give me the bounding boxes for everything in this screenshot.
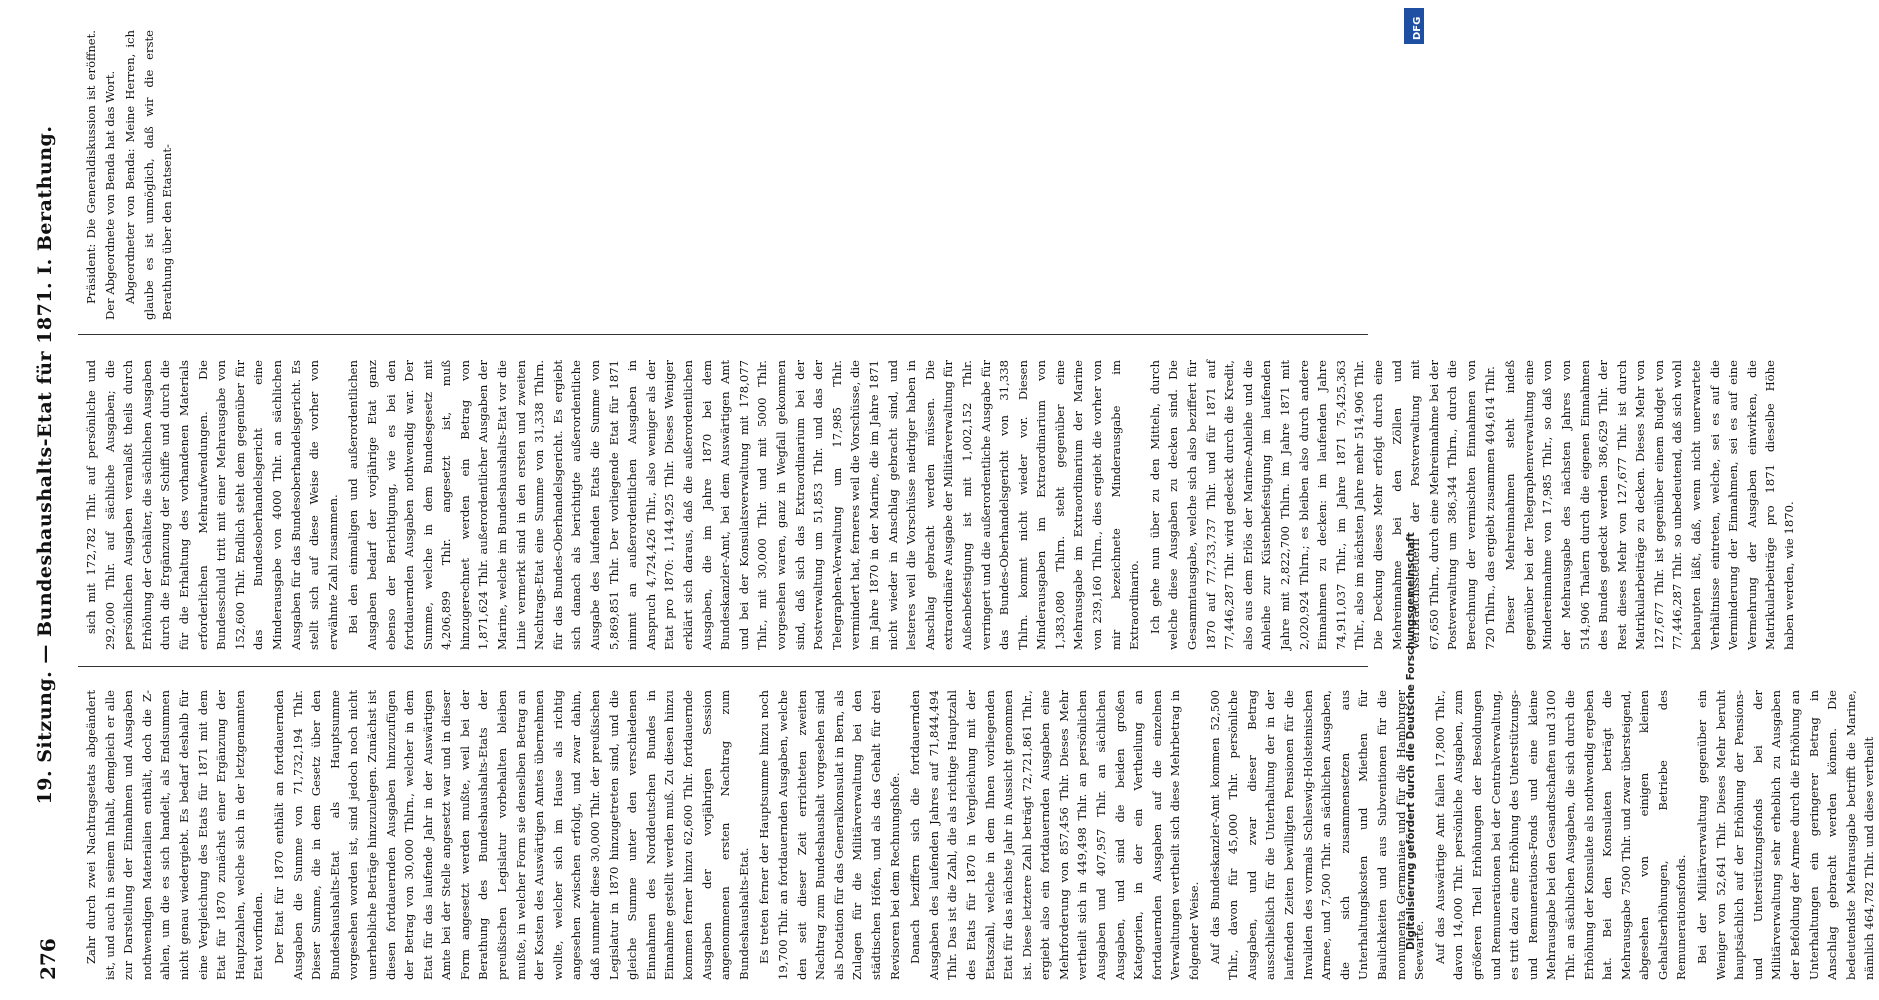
column-divider	[78, 666, 1368, 667]
paragraph: Der Etat für 1870 enthält an fortdauernden Ausgaben die Summe von 71,732,194 Thlr. Dieser Summe, die in dem Gesetz über den Bundeshaushalts-Etat als Hauptsumme vorgesehen worden ist, sind jedoch noch nicht unerhebliche Beträge hinzuzulegen. Zunächst ist diesen fortdauernden Ausgaben hinzuzufügen der Betrag von 30,000 Thlrn., welcher in dem Etat für das laufende Jahr in der Auswärtigen Amte bei der Stelle angesetzt war und in dieser Form angesetzt werden mußte, weil bei der Berathung des Bundeshaushalts-Etats der preußischen Legislatur vorbehalten bleiben mußte, in welcher Form sie denselben Betrag an der Kosten des Auswärtigen Amtes übernehmen wollte, welcher sich im Hause als richtig angesehen zwischen erfolgt, und zwar dahin, daß nunmehr diese 30,000 Thlr. der preußischen Legislatur in 1870 hinzugetreten sind, und die gleiche Summe unter den verschiedenen Einnahmen des Norddeutschen Bundes in Einnahme gestellt werden muß. Zu diesen hinzu kommen ferner hinzu 62,600 Thlr. fortdauernde Ausgaben der vorjährigen Session angenommenen ersten Nachtrag zum Bundeshaushalts-Etat.	[271, 690, 751, 980]
paragraph: sich mit 172,782 Thlr. auf persönliche und 292,000 Thlr. auf sächliche Ausgaben; die persönlichen Ausgaben veranlaßt theils durch Erhöhung der Gehälter, die sächlichen Ausgaben durch die Ergänzung der Schiffe und durch die für die Erhaltung des vorhandenen Materials erforderlichen Mehraufwendungen. Die Bundesschuld tritt mit einer Mehrausgabe von 152,600 Thlr. Endlich steht dem gegenüber für das Bundesoberhandelsgericht eine Minderausgabe von 4000 Thlr. an sächlichen Ausgaben für das Bundesoberhandelsgericht. Es stellt sich auf diese Weise die vorher von erwähnte Zahl zusammen.	[84, 360, 340, 650]
paragraph: Bei der Militärverwaltung gegenüber ein Weniger von 52,641 Thlr. Dieses Mehr beruht hauptsächlich auf der Erhöhung der Pensions- und Unterstützungsfonds bei der Militärverwaltung sehr erheblich zu Ausgaben der Befoldung der Armee durch die Erhöhung an Unterhaltungen ein geringerer Betrag in Anschlag gebracht werden können. Die bedeutendste Mehrausgabe betrifft die Marine, nämlich 464,782 Thlr. und diese vertheilt	[1695, 690, 1877, 980]
paragraph: Ich gehe nun über zu den Mitteln, durch welche diese Ausgaben zu decken sind. Die Gesammtausgabe, welche sich also beziffert für 1870 auf 77,733,737 Thlr. und für 1871 auf 77,446,287 Thlr. wird gedeckt durch die Kredit, also aus dem Erlös der Marine-Anleihe und die Anleihe zur Küstenbefestigung im laufenden Jahre mit 2,822,700 Thlrn. im Jahre 1871 mit 2,020,924 Thlrn.; es bleiben also durch andere Einnahmen zu decken: im laufenden Jahre 74,911,037 Thlr., im Jahre 1871 75,425,363 Thlr., also im nächsten Jahre mehr 514,906 Thlr. Die Deckung dieses Mehr erfolgt durch eine Mehreinnahme bei den Zöllen und Verbrauchssteuern der Postverwaltung mit 67,650 Thlrn., durch eine Mehreinnahme bei der Postverwaltung um 386,344 Thlrn., durch die Berechnung der vermischten Einnahmen von 720 Thlrn., das ergiebt zusammen 404,614 Thlr.	[1147, 360, 1497, 650]
text-column-3	[82, 30, 1372, 320]
paragraph: Es treten ferner der Hauptsumme hinzu noch 19,700 Thlr. an fortdauernden Ausgaben, welche den seit dieser Zeit errichteten zweiten Nachtrag zum Bundeshaushalt vorgesehen sind als Dotation für das Generalkonsulat in Bern, als Zulagen für die Militärverwaltung bei den städtischen Höfen, und als das Gehalt für drei Revisoren bei dem Rechnungshofe.	[757, 690, 902, 980]
page-title: 19. Sitzung. — Bundeshaushalts-Etat für 1871. I. Berathung.	[34, 125, 56, 805]
page-header	[30, 20, 70, 980]
digitization-credit: Digitalisierung gefördert durch die Deutsche Forschungsgemeinschaft	[1405, 532, 1417, 950]
dfg-logo-text: DFG	[1412, 16, 1423, 40]
column-divider	[78, 334, 1368, 335]
paragraph: Bei den einmaligen und außerordentlichen Ausgaben bedarf der vorjährige Etat ganz ebenso der Berichtigung, wie es bei den fortdauernden Ausgaben nothwendig war. Der Summe, welche in dem Bundesgesetz mit 4,206,899 Thlr. angesetzt ist, muß hinzugerechnet werden ein Betrag von 1,871,624 Thlr. außerordentlicher Ausgaben der Marine, welche im Bundeshaushalts-Etat vor die Linie vermerkt sind in den ersten und zweiten Nachtrags-Etat eine Summe von 31,338 Thlrn. für das Bundes-Oberhandelsgericht. Es ergiebt sich danach als berichtigte außerordentliche Ausgabe des laufenden Etats die Summe von 5,869,851 Thlr. Der vorliegende Etat für 1871 nimmt an außerordentlichen Ausgaben in Anspruch 4,724,426 Thlr., also weniger als der Etat pro 1870: 1,144,925 Thlr. Dieses Weniger erklärt sich daraus, daß die außerordentlichen Ausgaben, die im Jahre 1870 bei dem Bundeskanzler-Amt, bei dem Auswärtigen Amt und bei der Konsulatsverwaltung mit 178,077 Thlr., mit 30,000 Thlr. und mit 5000 Thlr. vorgesehen waren, ganz in Wegfall gekommen sind, daß sich das Extraordinarium bei der Postverwaltung um 51,853 Thlr. und das der Telegraphen-Verwaltung um 17,985 Thlr. vermindert hat, ferneres weil die Vorschüsse, die im Jahre 1870 in der Marine, die im Jahre 1871 nicht wieder in Anschlag gebracht sind, und lesteres weil die Vorschüsse niedriger haben in Anschlag gebracht werden müssen. Die extraordinäre Ausgabe der Militärverwaltung für Außenbefestigung ist mit 1,002,152 Thlr. verringert und die außerordentliche Ausgabe für das Bundes-Oberhandelsgericht von 31,338 Thlrn. kommt nicht wieder vor. Diesen Minderausgaben im Extraordinarium von 1,383,080 Thlrn. steht gegenüber eine Mehrausgabe im Extraordinarium der Marine von 239,160 Thlrn., dies ergiebt die vorher von mir bezeichnete Minderausgabe im Extraordinario.	[346, 360, 1142, 650]
text-column-2	[82, 360, 1797, 650]
paragraph: Dieser Mehreinnahmen steht indeß gegenüber bei der Telegraphenverwaltung eine Mindereinnahme von 17,985 Thlr., so daß von der Mehrausgabe des nächsten Jahres von 514,906 Thalern durch die eigenen Einnahmen des Bundes gedeckt werden 386,629 Thlr. der Rest dieses Mehr von 127,677 Thlr. ist durch Matrikularbeiträge zu decken. Dieses Mehr von 127,677 Thlr. ist gegenüber einem Budget von 77,446,287 Thlr. so unbedeutend, daß sich wohl behaupten läßt, daß, wenn nicht unerwartete Verhältnisse eintreten, welche, sei es auf die Verminderung der Einnahmen, sei es auf eine Vermehrung der Ausgaben einwirken, die Matrikularbeiträge pro 1871 dieselbe Höhe haben werden, wie 1870.	[1503, 360, 1797, 650]
page-number: 276	[36, 938, 60, 980]
paragraph-president: Präsident: Die Generaldiskussion ist eröffnet. Der Abgeordnete von Benda hat das Wort.	[84, 30, 117, 320]
paragraph: Auf das Auswärtige Amt fallen 17,800 Thlr., davon 14,000 Thlr. persönliche Ausgaben, zum größeren Theil Erhöhungen der Besoldungen und Remunerationen bei der Centralverwaltung, es tritt dazu eine Erhöhung des Unterstützungs- und Remunerations-Fonds und eine kleine Mehrausgabe bei den Gesandtschaften und 3100 Thlr. an sächlichen Ausgaben, die sich durch die Erhöhung der Konsulate als nothwendig ergeben hat. Bei den Konsulaten beträgt die Mehrausgabe 7500 Thlr. und zwar übersteigend, abgesehen von einigen kleinen Gehaltserhöhungen, Betriebe des Remunerationsfonds.	[1432, 690, 1689, 980]
paragraph-speaker: Abgeordneter von Benda: Meine Herren, ich glaube es ist unmöglich, daß wir die erste Berathung über den Etatsent-	[123, 30, 175, 320]
paragraph: Zahr durch zwei Nachtragsetats abgeändert ist, und auch in seinem Inhalt, demgleich er alle zur Darstellung der Einnahmen und Ausgaben nothwendigen Materialien enthält, doch die Z-ahlen, um die es sich handelt, als Endsummen nicht genau wiedergiebt. Es bedarf deshalb für eine Vergleichung des Etats für 1871 mit dem Etat für 1870 zunächst einer Ergänzung der Hauptzahlen, welche sich in der letztgenannten Etat vorfinden.	[84, 690, 266, 980]
paragraph: Auf das Bundeskanzler-Amt kommen 52,500 Thlr., davon für 45,000 Thlr. persönliche Ausgaben, und zwar dieser Betrag ausschließlich für die Unterhaltung der in der laufenden Zeiten bewilligten Pensionen für die Invaliden des vormals Schleswig-Holsteinischen Armee, und 7,500 Thlr. an sächlichen Ausgaben, die sich zusammensetzen aus Unterhaltungskosten und Miethen für Baulichkeiten und aus Subventionen für die monumenta Germaniae und für die Hamburger Seewarte.	[1207, 690, 1427, 980]
paragraph: Danach beziffern sich die fortdauernden Ausgaben des laufenden Jahres auf 71,844,494 Thlr. Das ist die Zahl, die als richtige Hauptzahl des Etats für 1870 in Vergleichung mit der Etatszahl, welche in dem Ihnen vorliegenden Etat für das nächste Jahr in Aussicht genommen ist. Diese letztere Zahl beträgt 72,721,861 Thlr., ergiebt also ein fortdauernden Ausgaben eine Mehrforderung von 857,456 Thlr. Dieses Mehr vertheilt sich in 449,498 Thlr. an persönlichen Ausgaben und 407,957 Thlr. an sächlichen Ausgaben, und sind die beiden großen Kategorien, in der ein Vertheilung an fortdauernden Ausgaben auf die einzelnen Verwaltungen vertheilt sich diese Mehrbetrag in folgender Weise.	[908, 690, 1202, 980]
